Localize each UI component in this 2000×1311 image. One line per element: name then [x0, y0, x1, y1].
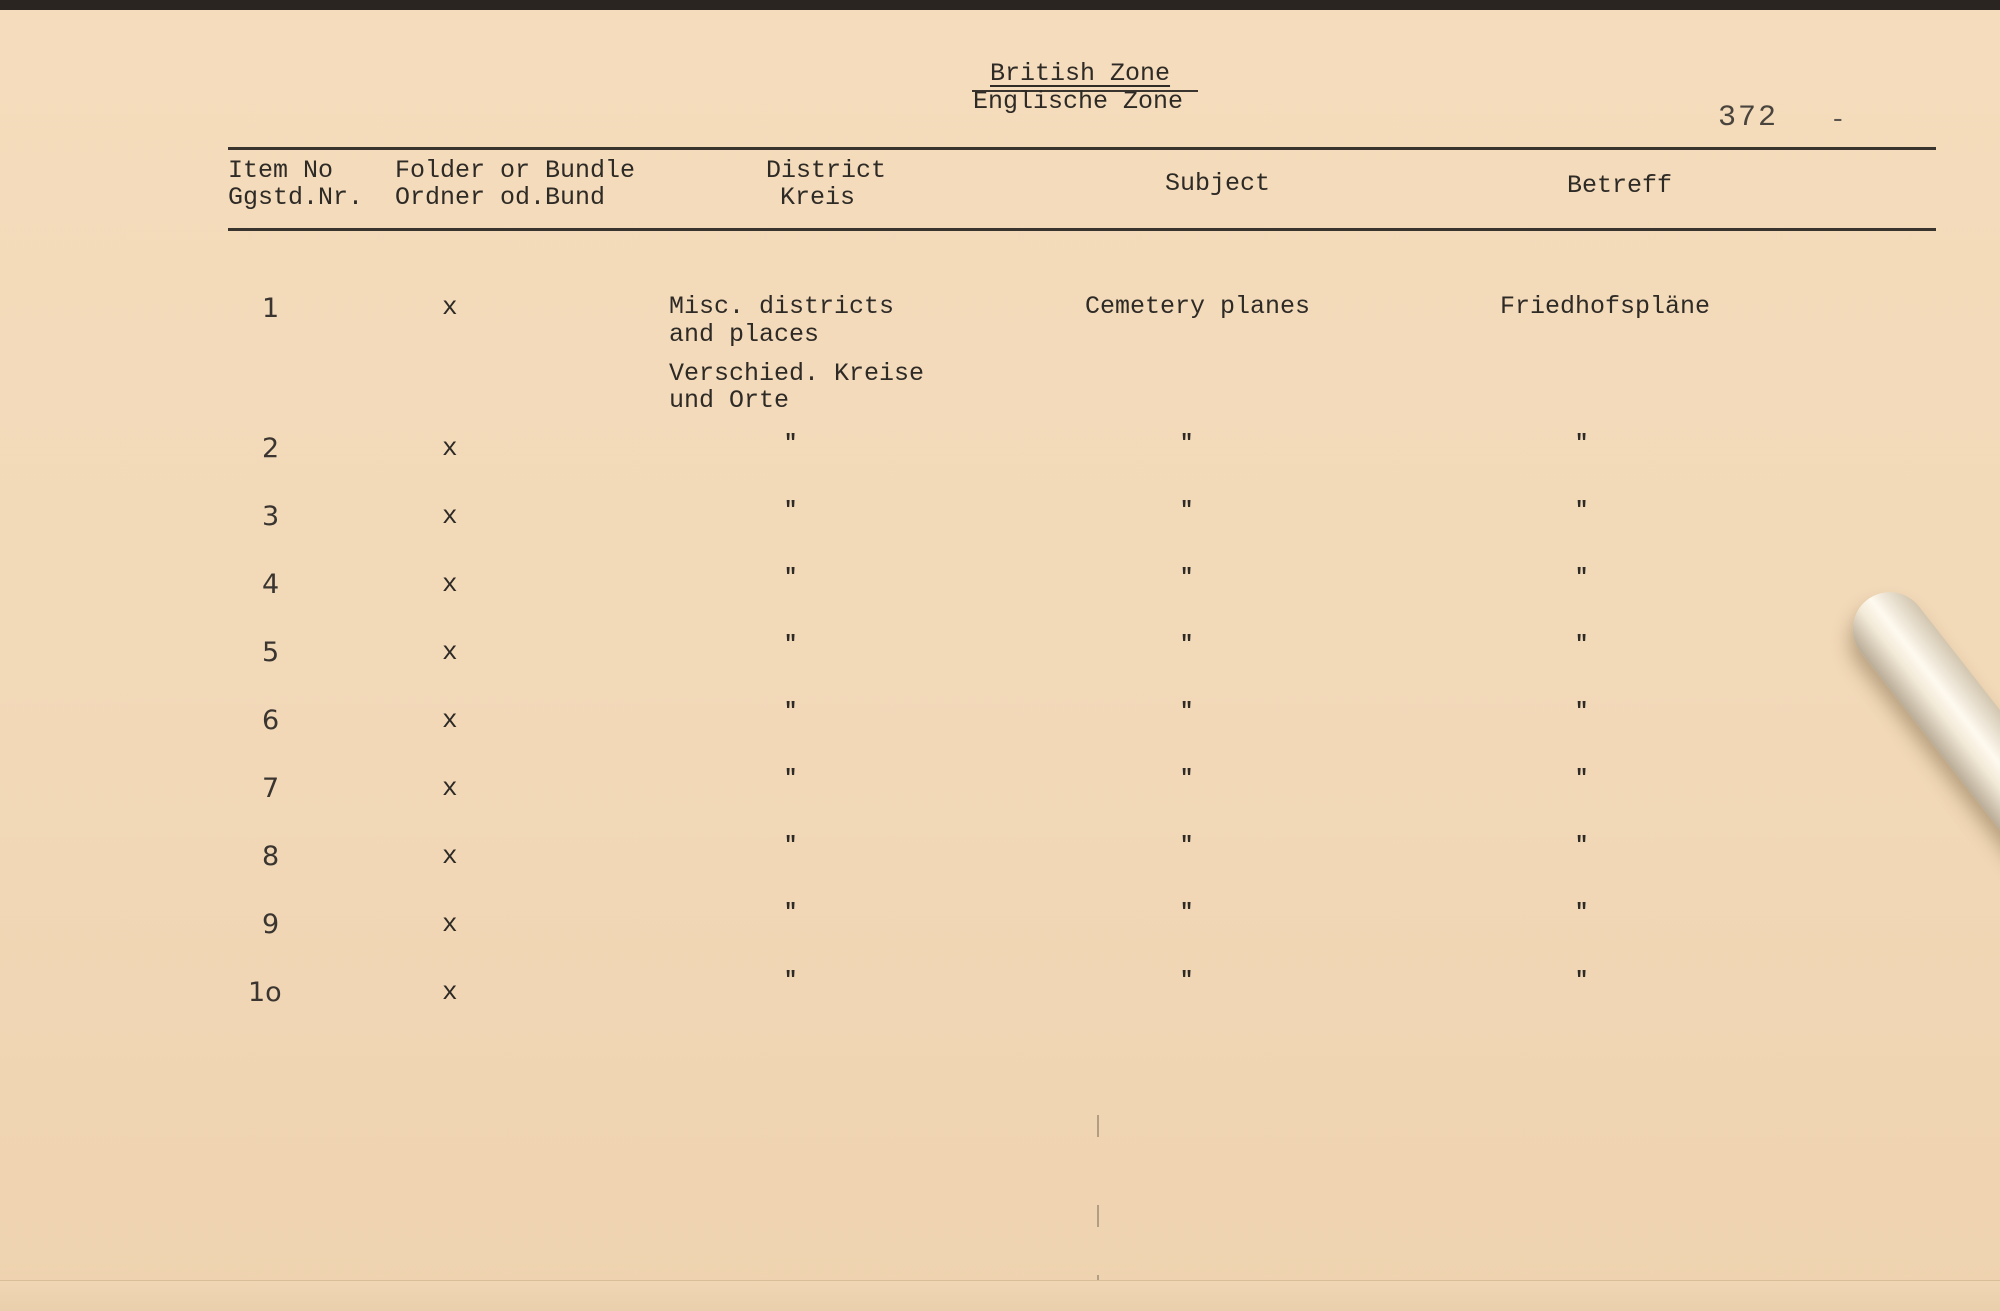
row-2-subject-ditto: ": [1180, 431, 1194, 456]
row-10-folder: x: [442, 977, 458, 1007]
row-5-district-ditto: ": [784, 632, 798, 657]
row-9-folder: x: [442, 909, 458, 939]
row-2-folder: x: [442, 433, 458, 463]
row-3-subject-ditto: ": [1180, 498, 1194, 523]
row-8-folder: x: [442, 841, 458, 871]
row-9-item: 9: [262, 909, 280, 940]
row-2-district-ditto: ": [784, 431, 798, 456]
row-1-district-en-1: Misc. districts: [669, 292, 895, 321]
header-item-en: Item No: [228, 156, 334, 185]
row-3-district-ditto: ": [784, 498, 798, 523]
row-9-district-ditto: ": [784, 900, 798, 925]
row-4-betreff-ditto: ": [1575, 565, 1589, 590]
row-6-subject-ditto: ": [1180, 699, 1194, 724]
row-7-district-ditto: ": [784, 766, 798, 791]
row-8-subject-ditto: ": [1180, 833, 1194, 858]
row-4-subject-ditto: ": [1180, 565, 1194, 590]
page-number: 372: [1718, 101, 1779, 135]
row-1-item: 1: [262, 293, 280, 324]
header-folder-de: Ordner od.Bund: [395, 183, 606, 212]
row-7-item: 7: [262, 773, 280, 804]
header-district-en: District: [766, 156, 887, 185]
header-item-de: Ggstd.Nr.: [228, 183, 364, 212]
row-9-subject-ditto: ": [1180, 900, 1194, 925]
row-5-item: 5: [262, 637, 280, 668]
row-1-district-de-1: Verschied. Kreise: [669, 359, 925, 388]
row-1-subject: Cemetery planes: [1085, 292, 1311, 321]
row-8-item: 8: [262, 841, 280, 872]
row-3-betreff-ditto: ": [1575, 498, 1589, 523]
fold-mark: [1097, 1205, 1099, 1227]
row-6-folder: x: [442, 705, 458, 735]
row-10-item: 1o: [248, 977, 282, 1008]
row-6-district-ditto: ": [784, 699, 798, 724]
row-10-subject-ditto: ": [1180, 968, 1194, 993]
row-8-district-ditto: ": [784, 833, 798, 858]
row-4-item: 4: [262, 569, 280, 600]
index-card: [0, 10, 2000, 1311]
row-5-folder: x: [442, 637, 458, 667]
header-subject: Subject: [1165, 169, 1271, 198]
row-8-betreff-ditto: ": [1575, 833, 1589, 858]
row-1-district-de-2: und Orte: [669, 386, 790, 415]
row-7-betreff-ditto: ": [1575, 766, 1589, 791]
row-1-folder: x: [442, 292, 458, 322]
row-2-betreff-ditto: ": [1575, 431, 1589, 456]
header-betreff: Betreff: [1567, 171, 1673, 200]
pen-tip-image: [1838, 577, 2000, 961]
header-district-de: Kreis: [780, 183, 856, 212]
row-4-folder: x: [442, 569, 458, 599]
row-6-betreff-ditto: ": [1575, 699, 1589, 724]
row-10-district-ditto: ": [784, 968, 798, 993]
row-5-betreff-ditto: ": [1575, 632, 1589, 657]
fold-mark: [1097, 1115, 1099, 1137]
header-folder-en: Folder or Bundle: [395, 156, 636, 185]
header-rule-bottom: [228, 228, 1936, 231]
row-7-subject-ditto: ": [1180, 766, 1194, 791]
card-bottom-edge: [0, 1280, 2000, 1311]
row-5-subject-ditto: ": [1180, 632, 1194, 657]
row-7-folder: x: [442, 773, 458, 803]
row-1-betreff: Friedhofspläne: [1500, 292, 1711, 321]
row-3-item: 3: [262, 501, 280, 532]
zone-title-en: British Zone: [990, 59, 1171, 88]
row-9-betreff-ditto: ": [1575, 900, 1589, 925]
row-1-district-en-2: and places: [669, 320, 820, 349]
row-6-item: 6: [262, 705, 280, 736]
row-3-folder: x: [442, 501, 458, 531]
row-2-item: 2: [262, 433, 280, 464]
zone-title-de: Englische Zone: [973, 87, 1184, 116]
header-rule-top: [228, 147, 1936, 150]
page-mark: -: [1830, 105, 1846, 135]
row-10-betreff-ditto: ": [1575, 968, 1589, 993]
row-4-district-ditto: ": [784, 565, 798, 590]
